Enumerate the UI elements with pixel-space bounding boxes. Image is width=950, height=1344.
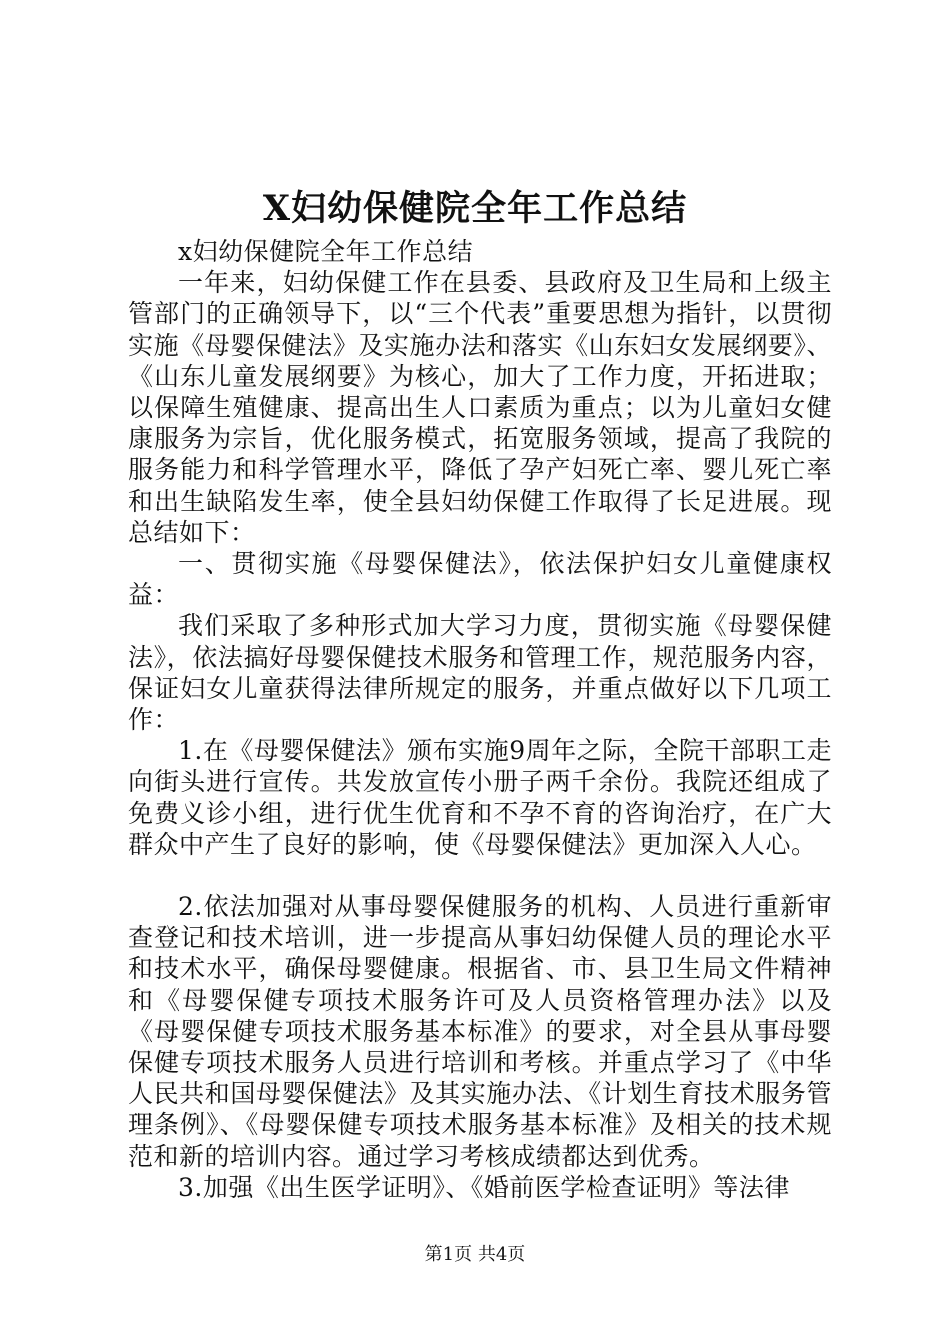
- paragraph-section-body: 我们采取了多种形式加大学习力度，贯彻实施《母婴保健法》，依法搞好母婴保健技术服务和管理工作，规范服务内容，保证妇女儿童获得法律所规定的服务，并重点做好以下几项工作：: [128, 611, 832, 735]
- paragraph-subtitle: x妇幼保健院全年工作总结: [178, 237, 474, 266]
- paragraph-intro: 一年来，妇幼保健工作在县委、县政府及卫生局和上级主管部门的正确领导下，以“三个代表”重要思想为指针，以贯彻实施《母婴保健法》及实施办法和落实《山东妇女发展纲要》、《山东儿童发展纲要》为核心，加大了工作力度，开拓进取；以保障生殖健康、提高出生人口素质为重点；以为儿童妇女健康服务为宗旨，优化服务模式，拓宽服务领域，提高了我院的服务能力和科学管理水平，降低了孕产妇死亡率、婴儿死亡率和出生缺陷发生率，使全县妇幼保健工作取得了长足进展。现总结如下：: [128, 268, 832, 547]
- document-body: [128, 236, 832, 1203]
- paragraph-section-heading: 一、贯彻实施《母婴保健法》，依法保护妇女儿童健康权益：: [128, 549, 832, 610]
- paragraph-item-1: 1.在《母婴保健法》颁布实施9周年之际，全院干部职工走向街头进行宣传。共发放宣传小册子两千余份。我院还组成了免费义诊小组，进行优生优育和不孕不育的咨询治疗，在广大群众中产生了良好的影响，使《母婴保健法》更加深入人心。: [128, 736, 832, 859]
- document-title: X妇幼保健院全年工作总结: [262, 188, 688, 229]
- paragraph-item-3: 3.加强《出生医学证明》、《婚前医学检查证明》等法律: [178, 1172, 790, 1202]
- paragraph-item-2: 2.依法加强对从事母婴保健服务的机构、人员进行重新审查登记和技术培训，进一步提高从事妇幼保健人员的理论水平和技术水平，确保母婴健康。根据省、市、县卫生局文件精神和《母婴保健专项技术服务许可及人员资格管理办法》以及《母婴保健专项技术服务基本标准》的要求，对全县从事母婴保健专项技术服务人员进行培训和考核。并重点学习了《中华人民共和国母婴保健法》及其实施办法、《计划生育技术服务管理条例》、《母婴保健专项技术服务基本标准》及相关的技术规范和新的培训内容。通过学习考核成绩都达到优秀。: [128, 892, 832, 1171]
- page-number-footer: 第1页 共4页: [424, 1244, 526, 1265]
